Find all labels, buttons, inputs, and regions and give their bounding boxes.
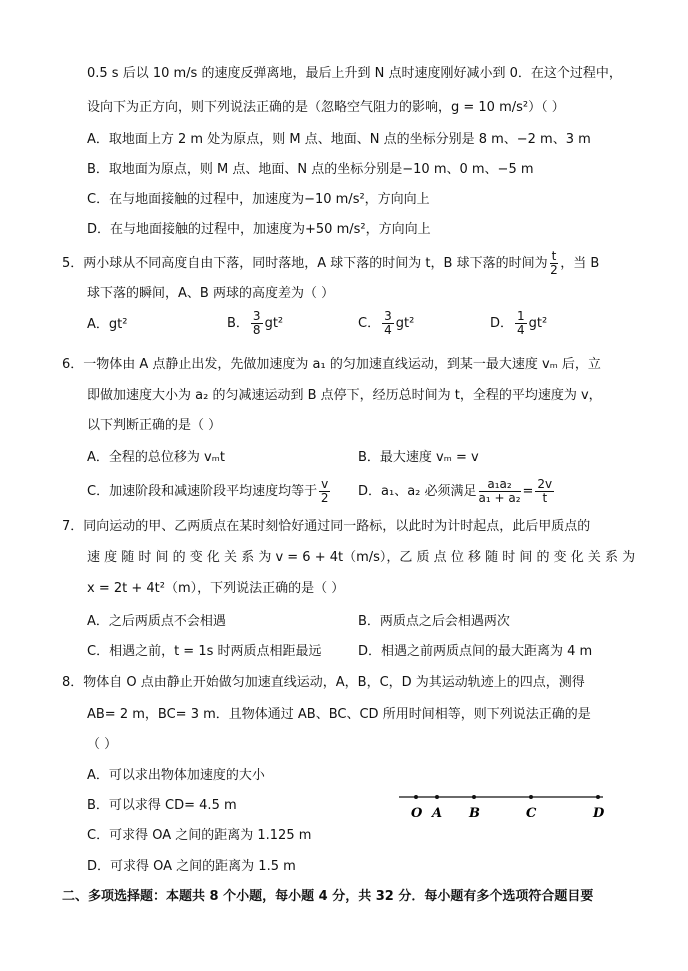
q5-b-den: 8 — [252, 323, 261, 337]
q8-option-d: D．可求得 OA 之间的距离为 1.5 m — [87, 859, 296, 874]
q8-option-a: A．可以求出物体加速度的大小 — [87, 768, 265, 783]
q6-option-d-fraction1 — [479, 478, 521, 505]
q5-b-tail: gt² — [264, 316, 284, 331]
q6-c-num: v — [321, 477, 329, 491]
label-d: D — [593, 806, 605, 821]
q6-option-d-fraction2 — [535, 478, 554, 505]
point-b-dot — [472, 795, 476, 799]
q7-option-c: C．相遇之前，t = 1s 时两质点相距最远 — [87, 644, 322, 659]
q6-option-c — [87, 478, 332, 505]
q5-frac-den: 2 — [550, 263, 558, 277]
q5-d-den: 4 — [517, 323, 525, 337]
q5-option-c-label: C． — [358, 316, 381, 331]
q5-fraction-t-over-2 — [550, 250, 559, 277]
q5-frac-num: t — [551, 249, 557, 263]
q7-option-d: D．相遇之前两质点间的最大距离为 4 m — [358, 644, 593, 659]
q5-c-num: 3 — [384, 309, 392, 323]
q4-option-b: B．取地面为原点，则 M 点、地面、N 点的坐标分别是−10 m、0 m、−5 m — [87, 162, 534, 177]
q8-line1: 8．物体自 O 点由静止开始做匀加速直线运动，A，B，C，D 为其运动轨迹上的四点，测得 — [62, 675, 585, 690]
q5-option-b-fraction — [251, 310, 263, 337]
q5-option-d — [490, 310, 547, 337]
q6-option-b: B．最大速度 vₘ = v — [358, 450, 479, 465]
q6-option-c-text: C．加速阶段和减速阶段平均速度均等于 — [87, 484, 318, 499]
q5-option-a: A．gt² — [87, 317, 128, 332]
q5-line1-tail: ，当 B — [560, 256, 600, 271]
label-c: C — [526, 806, 537, 821]
point-o-dot — [414, 795, 418, 799]
q7-option-b: B．两质点之后会相遇两次 — [358, 614, 510, 629]
q5-option-d-fraction — [515, 310, 527, 337]
point-c-dot — [529, 795, 533, 799]
q6-option-d — [358, 478, 556, 505]
q8-line2: AB= 2 m，BC= 3 m．且物体通过 AB、BC、CD 所用时间相等，则下列说法正确的是 — [87, 707, 591, 722]
q8-option-b: B．可以求得 CD= 4.5 m — [87, 798, 237, 813]
q7-line1: 7．同向运动的甲、乙两质点在某时刻恰好通过同一路标，以此时为计时起点，此后甲质点的 — [62, 519, 591, 534]
q4-option-c: C．在与地面接触的过程中，加速度为−10 m/s²，方向向上 — [87, 192, 430, 207]
q5-line1 — [62, 250, 599, 277]
q5-option-b-label: B． — [227, 316, 249, 331]
q4-line1: 0.5 s 后以 10 m/s 的速度反弹离地，最后上升到 N 点时速度刚好减小到 0．在这个过程中， — [87, 66, 622, 81]
q4-option-a: A．取地面上方 2 m 处为原点，则 M 点、地面、N 点的坐标分别是 8 m、−2 m、3 m — [87, 132, 591, 147]
q6-d-num1: a₁a₂ — [479, 478, 521, 492]
q6-c-den: 2 — [320, 491, 329, 505]
q7-line3: x = 2t + 4t²（m），下列说法正确的是（ ） — [87, 581, 345, 596]
q6-option-d-text: D．a₁、a₂ 必须满足 — [358, 484, 477, 499]
q7-option-a: A．之后两质点不会相遇 — [87, 614, 226, 629]
q6-d-num2: 2v — [537, 477, 553, 491]
q5-line1-text: 5．两小球从不同高度自由下落，同时落地，A 球下落的时间为 t，B 球下落的时间为 — [62, 256, 548, 271]
q8-option-c: C．可求得 OA 之间的距离为 1.125 m — [87, 828, 312, 843]
q5-c-tail: gt² — [395, 316, 415, 331]
q6-line2: 即做加速度大小为 a₂ 的匀减速运动到 B 点停下，经历总时间为 t，全程的平均速度为 v， — [87, 388, 602, 403]
point-d-dot — [596, 795, 600, 799]
label-a: A — [432, 806, 443, 821]
label-o: O — [411, 806, 423, 821]
q6-d-den1: a₁ + a₂ — [478, 491, 521, 505]
point-a-dot — [435, 795, 439, 799]
q4-option-d: D．在与地面接触的过程中，加速度为+50 m/s²，方向向上 — [87, 222, 431, 237]
q7-line2: 速 度 随 时 间 的 变 化 关 系 为 v = 6 + 4t（m/s），乙 质 点 位 移 随 时 间 的 变 化 关 系 为 — [87, 550, 636, 565]
q6-option-a: A．全程的总位移为 vₘt — [87, 450, 225, 465]
q5-option-c-fraction — [382, 310, 394, 337]
section-2-heading: 二、多项选择题：本题共 8 个小题，每小题 4 分，共 32 分．每小题有多个选项符合题目要 — [62, 889, 594, 904]
q6-d-den2: t — [542, 491, 548, 505]
q5-c-den: 4 — [384, 323, 392, 337]
q4-line2: 设向下为正方向，则下列说法正确的是（忽略空气阻力的影响，g = 10 m/s²）（ ） — [87, 100, 565, 115]
label-b: B — [469, 806, 480, 821]
q5-option-b — [227, 310, 283, 337]
q5-option-c — [358, 310, 414, 337]
q6-d-eq: = — [522, 484, 534, 499]
q5-d-num: 1 — [517, 309, 525, 323]
q6-line1: 6．一物体由 A 点静止出发，先做加速度为 a₁ 的匀加速直线运动，到某一最大速度 vₘ 后，立 — [62, 357, 601, 372]
q5-option-d-label: D． — [490, 316, 514, 331]
q8-number-line-diagram — [395, 786, 615, 822]
q8-line3: （ ） — [87, 737, 118, 752]
q6-option-c-fraction — [319, 478, 330, 505]
q5-b-num: 3 — [252, 309, 261, 323]
q5-line2: 球下落的瞬间，A、B 两球的高度差为（ ） — [87, 286, 335, 301]
q6-line3: 以下判断正确的是（ ） — [87, 418, 222, 433]
q5-d-tail: gt² — [528, 316, 548, 331]
